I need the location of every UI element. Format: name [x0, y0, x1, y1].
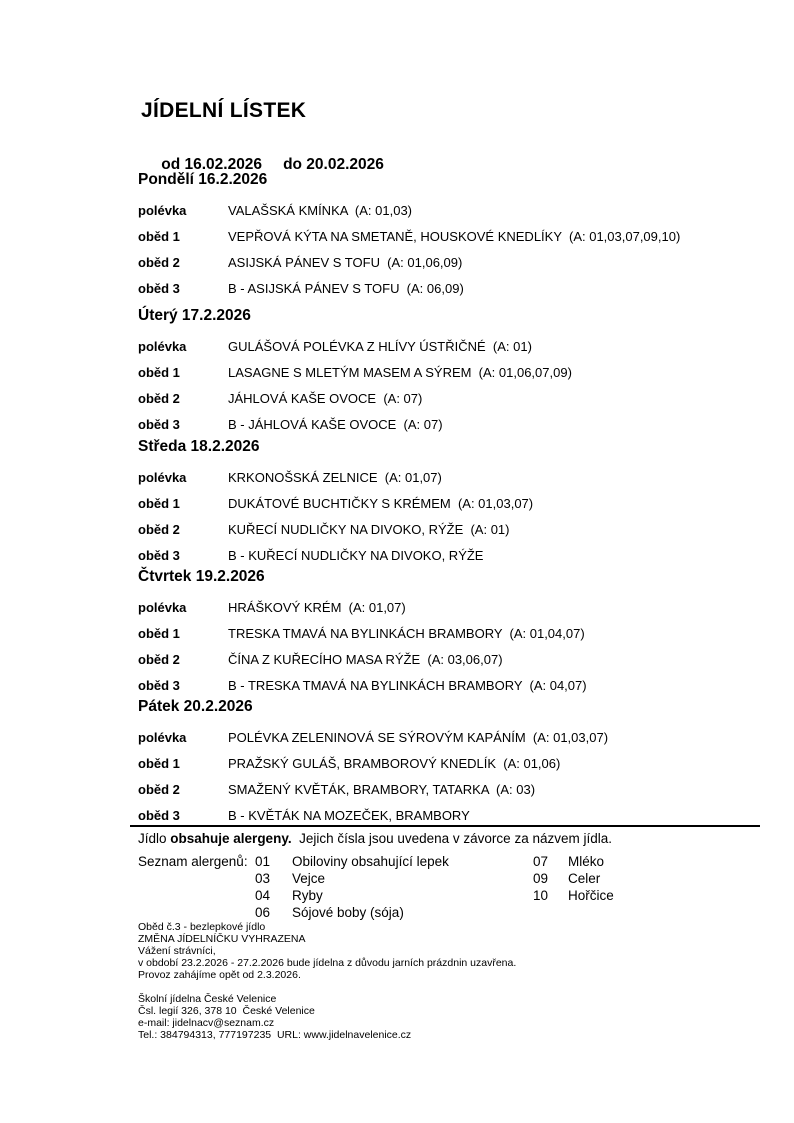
- menu-row: [138, 673, 764, 699]
- day-section-monday: [138, 172, 764, 302]
- course-label: oběd 3: [138, 417, 180, 432]
- dish-text: VEPŘOVÁ KÝTA NA SMETANĚ, HOUSKOVÉ KNEDLÍKY (A: 01,03,07,09,10): [228, 229, 681, 244]
- allergen-name: Vejce: [292, 871, 326, 886]
- day-section-friday: [138, 699, 764, 829]
- course-label: oběd 1: [138, 626, 180, 641]
- day-title: Pátek 20.2.2026: [138, 698, 253, 715]
- menu-row: [138, 198, 764, 224]
- contact-line: Školní jídelna České Velenice: [138, 993, 277, 1005]
- allergen-name: Ryby: [292, 888, 323, 903]
- date-from: od 16.02.2026: [161, 156, 263, 173]
- allergen-sentence-suffix: Jejich čísla jsou uvedena v závorce za názvem jídla.: [291, 831, 612, 846]
- dish-text: PRAŽSKÝ GULÁŠ, BRAMBOROVÝ KNEDLÍK (A: 01,06): [228, 756, 561, 771]
- course-label: oběd 3: [138, 548, 180, 563]
- day-title: Středa 18.2.2026: [138, 438, 260, 455]
- menu-row: [138, 517, 764, 543]
- menu-row: [138, 621, 764, 647]
- allergen-item: [255, 887, 449, 904]
- menu-row: [138, 334, 764, 360]
- course-label: oběd 2: [138, 522, 180, 537]
- course-label: oběd 1: [138, 496, 180, 511]
- allergen-number: 07: [533, 854, 549, 869]
- allergen-number: 10: [533, 888, 549, 903]
- contact-line: Tel.: 384794313, 777197235 URL: www.jidelnavelenice.cz: [138, 1029, 412, 1041]
- allergen-column-1: [255, 853, 449, 921]
- page-title: JÍDELNÍ LÍSTEK: [141, 99, 307, 122]
- dish-text: LASAGNE S MLETÝM MASEM A SÝREM (A: 01,06,07,09): [228, 365, 572, 380]
- menu-row: [138, 491, 764, 517]
- allergen-item: [533, 853, 614, 870]
- allergen-name: Celer: [568, 871, 601, 886]
- allergen-name: Sójové boby (sója): [292, 905, 404, 920]
- course-label: polévka: [138, 600, 187, 615]
- menu-row: [138, 386, 764, 412]
- allergen-name: Mléko: [568, 854, 605, 869]
- course-label: oběd 2: [138, 652, 180, 667]
- dish-text: JÁHLOVÁ KAŠE OVOCE (A: 07): [228, 391, 423, 406]
- day-rows: [138, 198, 764, 302]
- dish-text: POLÉVKA ZELENINOVÁ SE SÝROVÝM KAPÁNÍM (A: 01,03,07): [228, 730, 609, 745]
- dish-text: GULÁŠOVÁ POLÉVKA Z HLÍVY ÚSTŘIČNÉ (A: 01): [228, 339, 532, 354]
- allergen-list-label: Seznam alergenů:: [138, 854, 248, 869]
- menu-row: [138, 777, 764, 803]
- dish-text: HRÁŠKOVÝ KRÉM (A: 01,07): [228, 600, 406, 615]
- allergen-number: 09: [533, 871, 549, 886]
- allergen-sentence-bold: obsahuje alergeny.: [170, 831, 292, 846]
- dish-text: KUŘECÍ NUDLIČKY NA DIVOKO, RÝŽE (A: 01): [228, 522, 510, 537]
- course-label: oběd 3: [138, 281, 180, 296]
- allergen-number: 04: [255, 888, 271, 903]
- contact-line: Čsl. legií 326, 378 10 České Velenice: [138, 1005, 315, 1017]
- day-section-wednesday: [138, 439, 764, 569]
- course-label: oběd 2: [138, 255, 180, 270]
- dish-text: B - ASIJSKÁ PÁNEV S TOFU (A: 06,09): [228, 281, 464, 296]
- menu-row: [138, 412, 764, 438]
- allergen-sentence-prefix: Jídlo: [138, 831, 171, 846]
- note-line: Provoz zahájíme opět od 2.3.2026.: [138, 969, 301, 981]
- allergen-column-2: [533, 853, 614, 904]
- day-title: Čtvrtek 19.2.2026: [138, 568, 265, 585]
- dish-text: ČÍNA Z KUŘECÍHO MASA RÝŽE (A: 03,06,07): [228, 652, 503, 667]
- notes-block: [138, 921, 516, 981]
- menu-row: [138, 465, 764, 491]
- allergen-item: [255, 870, 449, 887]
- allergen-number: 01: [255, 854, 271, 869]
- dish-text: B - KVĚTÁK NA MOZEČEK, BRAMBORY: [228, 808, 470, 823]
- dish-text: VALAŠSKÁ KMÍNKA (A: 01,03): [228, 203, 413, 218]
- contact-block: [138, 993, 411, 1041]
- allergen-item: [533, 887, 614, 904]
- day-title: Úterý 17.2.2026: [138, 307, 251, 324]
- allergen-item: [255, 853, 449, 870]
- course-label: oběd 1: [138, 756, 180, 771]
- note-line: Oběd č.3 - bezlepkové jídlo: [138, 921, 266, 933]
- divider-line: [130, 825, 760, 827]
- menu-row: [138, 276, 764, 302]
- menu-row: [138, 647, 764, 673]
- course-label: polévka: [138, 339, 187, 354]
- day-rows: [138, 465, 764, 569]
- date-to: do 20.02.2026: [283, 156, 384, 173]
- menu-row: [138, 751, 764, 777]
- course-label: oběd 3: [138, 808, 180, 823]
- allergen-number: 06: [255, 905, 271, 920]
- menu-row: [138, 725, 764, 751]
- day-rows: [138, 595, 764, 699]
- day-title: Pondělí 16.2.2026: [138, 171, 268, 188]
- allergen-name: Obiloviny obsahující lepek: [292, 854, 449, 869]
- menu-row: [138, 543, 764, 569]
- dish-text: ASIJSKÁ PÁNEV S TOFU (A: 01,06,09): [228, 255, 463, 270]
- course-label: oběd 3: [138, 678, 180, 693]
- day-rows: [138, 725, 764, 829]
- course-label: polévka: [138, 203, 187, 218]
- day-section-thursday: [138, 569, 764, 699]
- dish-text: DUKÁTOVÉ BUCHTIČKY S KRÉMEM (A: 01,03,07): [228, 496, 534, 511]
- dish-text: KRKONOŠSKÁ ZELNICE (A: 01,07): [228, 470, 442, 485]
- dish-text: TRESKA TMAVÁ NA BYLINKÁCH BRAMBORY (A: 01,04,07): [228, 626, 585, 641]
- allergen-item: [255, 904, 449, 921]
- day-section-tuesday: [138, 308, 764, 438]
- contact-line: e-mail: jidelnacv@seznam.cz: [138, 1017, 275, 1029]
- menu-row: [138, 360, 764, 386]
- course-label: polévka: [138, 470, 187, 485]
- menu-row: [138, 250, 764, 276]
- course-label: polévka: [138, 730, 187, 745]
- allergen-number: 03: [255, 871, 271, 886]
- allergen-name: Hořčice: [568, 888, 614, 903]
- dish-text: B - TRESKA TMAVÁ NA BYLINKÁCH BRAMBORY (A: 04,07): [228, 678, 587, 693]
- dish-text: SMAŽENÝ KVĚTÁK, BRAMBORY, TATARKA (A: 03): [228, 782, 536, 797]
- dish-text: B - JÁHLOVÁ KAŠE OVOCE (A: 07): [228, 417, 443, 432]
- menu-row: [138, 224, 764, 250]
- course-label: oběd 2: [138, 391, 180, 406]
- course-label: oběd 1: [138, 229, 180, 244]
- note-line: ZMĚNA JÍDELNÍČKU VYHRAZENA: [138, 933, 306, 945]
- note-line: Vážení strávníci,: [138, 945, 216, 957]
- course-label: oběd 2: [138, 782, 180, 797]
- allergen-sentence: [138, 831, 612, 846]
- course-label: oběd 1: [138, 365, 180, 380]
- note-line: v období 23.2.2026 - 27.2.2026 bude jídelna z důvodu jarních prázdnin uzavřena.: [138, 957, 517, 969]
- menu-row: [138, 595, 764, 621]
- day-rows: [138, 334, 764, 438]
- dish-text: B - KUŘECÍ NUDLIČKY NA DIVOKO, RÝŽE: [228, 548, 484, 563]
- allergen-item: [533, 870, 614, 887]
